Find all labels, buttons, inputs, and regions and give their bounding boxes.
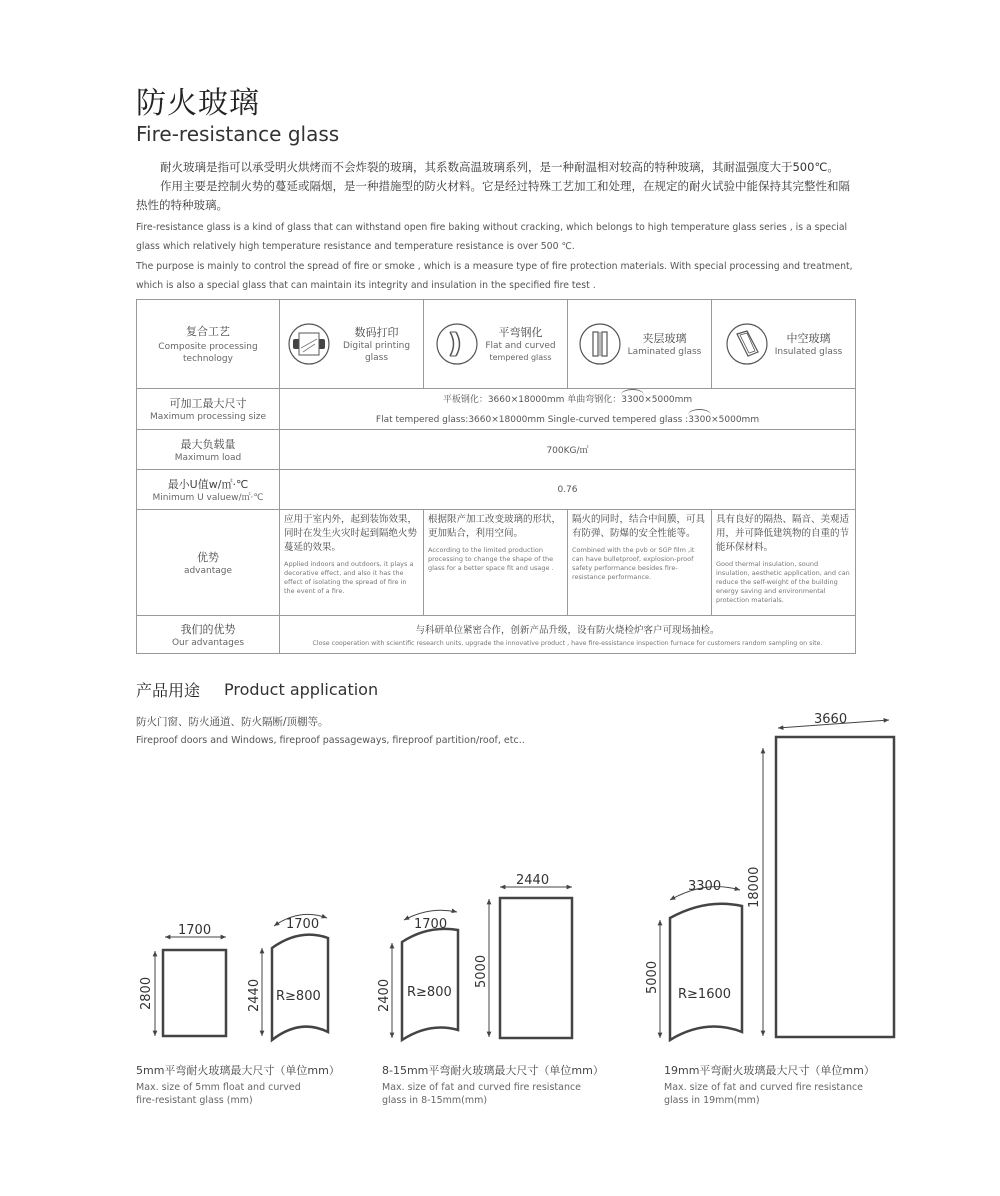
d3-curve-width-label: 3300 xyxy=(688,879,722,894)
application-desc-en: Fireproof doors and Windows, fireproof passageways, fireproof partition/roof, etc.. xyxy=(136,735,525,746)
table-row-load xyxy=(137,430,856,470)
caption-1 xyxy=(136,1062,340,1107)
process-cn-0: 数码打印 xyxy=(354,326,399,339)
application-title-cn: 产品用途 xyxy=(136,681,201,700)
caption-2-en1: Max. size of fat and curved fire resistance xyxy=(382,1082,582,1093)
process-en-2: Laminated glass xyxy=(627,347,702,357)
process-en-3: Insulated glass xyxy=(774,347,843,357)
application-desc-cn: 防火门窗、防火通道、防火隔断/顶棚等。 xyxy=(136,716,329,728)
adv-en-3: Good thermal insulation, sound insulation, aesthetic application, and can reduce the self-weight of the building energy saving and environmental protection materials. xyxy=(716,560,850,604)
digital-printing-icon xyxy=(287,322,331,366)
table-row-ours xyxy=(137,616,856,654)
size-line1-b: ×5000mm xyxy=(644,395,693,405)
d3-flat-height-label: 18000 xyxy=(747,866,762,908)
u-label-en: Minimum U valuew/㎡·℃ xyxy=(152,492,264,503)
ours-value-en: Close cooperation with scientific research units, upgrade the innovative product , have fire-essistance inspection furnace for customers random sampling on site. xyxy=(312,640,823,647)
d1-flat-height-label: 2800 xyxy=(139,976,154,1010)
spec-table xyxy=(136,299,856,654)
d3-flat-panel xyxy=(776,737,894,1037)
caption-3-cn: 19mm平弯耐火玻璃最大尺寸（单位mm） xyxy=(664,1064,875,1077)
u-value: 0.76 xyxy=(280,470,856,510)
table-row-advantage xyxy=(137,510,856,616)
adv-cn-2: 隔火的同时，结合中间膜，可具有防弹、防爆的安全性能等。 xyxy=(572,514,706,539)
adv-label-cn: 优势 xyxy=(197,550,219,564)
d2-flat-width-label: 2440 xyxy=(516,873,550,888)
ours-label-en: Our advantages xyxy=(171,637,245,648)
load-label-en: Maximum load xyxy=(174,452,242,463)
adv-cn-0: 应用于室内外，起到装饰效果，同时在发生火灾时起到隔绝火势蔓延的效果。 xyxy=(284,514,418,553)
size-line1-a: 平板钢化：3660×18000mm 单曲弯钢化： xyxy=(442,395,622,405)
caption-2-cn: 8-15mm平弯耐火玻璃最大尺寸（单位mm） xyxy=(382,1064,604,1077)
process-label-en: Composite processing technology xyxy=(158,342,258,364)
d1-flat-panel xyxy=(163,950,226,1036)
adv-en-0: Applied indoors and outdoors, it plays a decorative effect, and also it has the effect of isolating the spread of fire in the event of a fire. xyxy=(284,560,414,595)
caption-2 xyxy=(382,1062,604,1107)
ours-label-cn: 我们的优势 xyxy=(180,622,236,636)
caption-1-cn: 5mm平弯耐火玻璃最大尺寸（单位mm） xyxy=(136,1064,340,1077)
size-line1-arc: 3300 xyxy=(621,389,644,409)
adv-en-2: Combined with the pvb or SGP film ,it can have bulletproof, explosion-proof safety performance besides fire-resistance performance. xyxy=(572,546,695,581)
adv-cn-1: 根据限产加工改变玻璃的形状，更加贴合，利用空间。 xyxy=(428,514,562,539)
table-row-u xyxy=(137,470,856,510)
intro-en-1: Fire-resistance glass is a kind of glass that can withstand open fire baking without cracking, which belongs to high temperature glass series , is a special glass which relatively high temperature resistance and temperature resistance is over 500 ℃. xyxy=(136,222,848,252)
process-cn-1: 平弯钢化 xyxy=(498,326,543,339)
d2-curve-width-label: 1700 xyxy=(414,917,448,932)
insulated-glass-icon xyxy=(725,322,769,366)
adv-cn-3: 具有良好的隔热、隔音、美观适用，并可降低建筑物的自重的节能环保材料。 xyxy=(716,514,850,553)
d1-curve-height-label: 2440 xyxy=(247,978,262,1012)
process-cn-2: 夹层玻璃 xyxy=(642,332,687,345)
process-label-cn: 复合工艺 xyxy=(186,325,230,338)
size-line2-a: Flat tempered glass:3660×18000mm Single-curved tempered glass : xyxy=(375,415,689,425)
table-row-size xyxy=(137,389,856,430)
laminated-glass-icon xyxy=(578,322,622,366)
caption-1-en2: fire-resistant glass (mm) xyxy=(136,1095,253,1106)
process-en-0: Digital printing glass xyxy=(342,341,411,363)
intro-en-2: The purpose is mainly to control the spread of fire or smoke , which is a measure type of fire protection materials. With special processing and treatment, which is also a special glass that can maintain its integrity and insulation in the specified fire test . xyxy=(136,261,853,291)
load-label-cn: 最大负载量 xyxy=(180,437,236,451)
page-title-cn: 防火玻璃 xyxy=(136,86,260,121)
intro-cn-1: 耐火玻璃是指可以承受明火烘烤而不会炸裂的玻璃，其系数高温玻璃系列，是一种耐温相对较高的特种玻璃，其耐温强度大于500℃。 xyxy=(160,160,839,174)
size-line2-arc: 3300 xyxy=(688,409,711,429)
intro-cn-2: 作用主要是控制火势的蔓延或隔烟，是一种措施型的防火材料。它是经过特殊工艺加工和处理，在规定的耐火试验中能保持其完整性和隔热性的特种玻璃。 xyxy=(136,179,850,212)
page-title-en: Fire-resistance glass xyxy=(136,122,340,146)
caption-3-en1: Max. size of fat and curved fire resistance xyxy=(664,1082,864,1093)
d3-flat-width-label: 3660 xyxy=(814,712,848,727)
caption-2-en2: glass in 8-15mm(mm) xyxy=(382,1095,488,1106)
d3-radius-label: R≥1600 xyxy=(678,987,732,1002)
d2-flat-panel xyxy=(500,898,572,1038)
size-label-cn: 可加工最大尺寸 xyxy=(169,397,247,410)
u-label-cn: 最小U值w/㎡·℃ xyxy=(167,477,249,491)
process-en2-1: tempered glass xyxy=(489,353,552,362)
size-diagrams xyxy=(0,700,1000,1060)
caption-1-en1: Max. size of 5mm float and curved xyxy=(136,1082,301,1093)
size-label-en: Maximum processing size xyxy=(149,412,267,422)
d1-curved-panel xyxy=(272,935,328,1040)
application-title-en: Product application xyxy=(224,680,379,699)
process-en-1: Flat and curved xyxy=(485,341,556,351)
size-line2-b: ×5000mm xyxy=(711,415,760,425)
d2-curve-height-label: 2400 xyxy=(377,978,392,1012)
adv-label-en: advantage xyxy=(183,565,233,576)
caption-3-en2: glass in 19mm(mm) xyxy=(664,1095,760,1106)
d1-flat-width-label: 1700 xyxy=(178,923,212,938)
caption-3 xyxy=(664,1062,875,1107)
d1-radius-label: R≥800 xyxy=(276,989,321,1004)
d2-radius-label: R≥800 xyxy=(407,985,452,1000)
load-value: 700KG/㎡ xyxy=(280,430,856,470)
d1-curve-width-label: 1700 xyxy=(286,917,320,932)
adv-en-1: According to the limited production processing to change the shape of the glass for a better space fit and usage . xyxy=(428,546,554,572)
table-row-process xyxy=(137,300,856,389)
ours-value-cn: 与科研单位紧密合作，创新产品升级，设有防火烧检炉客户可现场抽检。 xyxy=(415,625,720,636)
d3-curved-panel xyxy=(670,904,742,1040)
d3-curve-height-label: 5000 xyxy=(645,960,660,994)
curved-glass-icon xyxy=(435,322,479,366)
d2-flat-height-label: 5000 xyxy=(474,954,489,988)
process-cn-3: 中空玻璃 xyxy=(786,332,831,345)
